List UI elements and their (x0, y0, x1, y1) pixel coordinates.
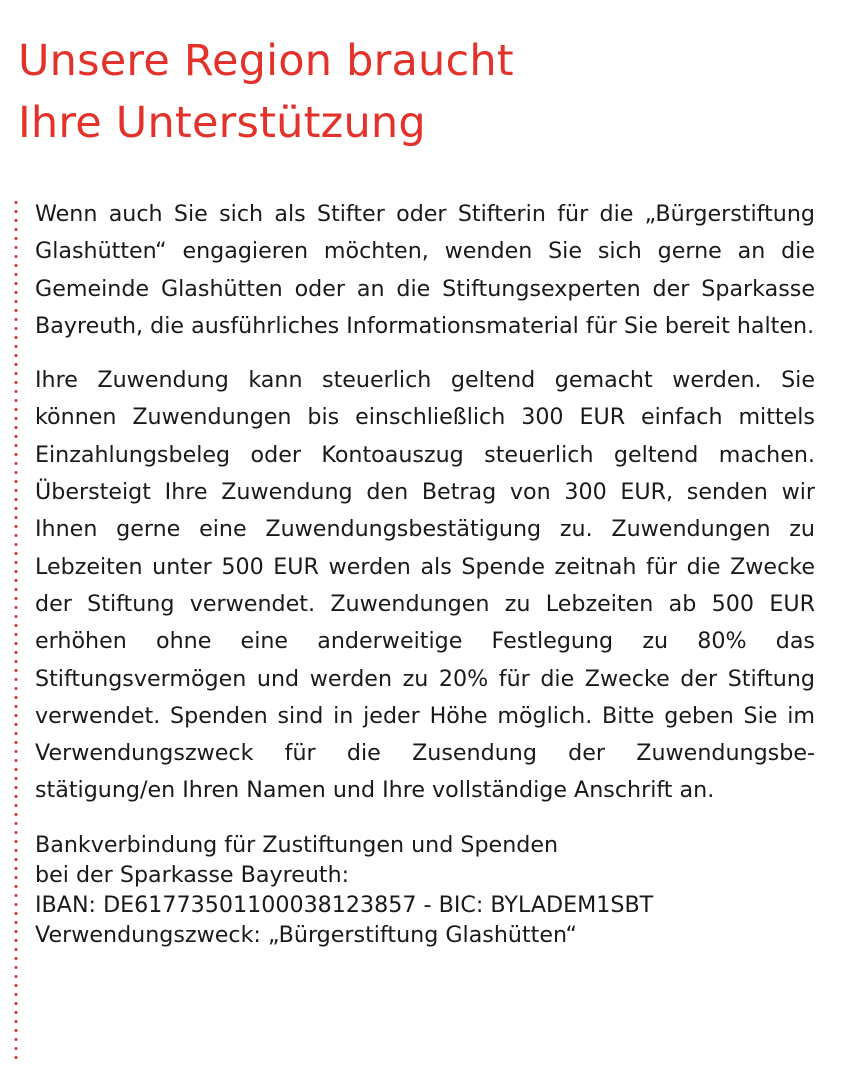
bank-line-iban-bic: IBAN: DE61773501100038123857 - BIC: BYLADEM1SBT (35, 891, 654, 918)
heading-line-1: Unsere Region braucht (18, 36, 514, 86)
bank-line-purpose: Verwendungszweck: „Bürgerstiftung Glashütten“ (35, 921, 577, 948)
bank-line-institution: bei der Sparkasse Bayreuth: (35, 861, 350, 888)
bank-line-heading: Bankverbindung für Zustiftungen und Spenden (35, 831, 559, 858)
paragraph-donor-contact: Wenn auch Sie sich als Stifter oder Stifterin für die „Bürgerstiftung Glashütten“ engagieren möchten, wenden Sie sich gerne an die Gemeinde Glashütten oder an die Stiftungsexperten der Sparkasse Bayreuth, die ausführliches Informationsmaterial für Sie bereit halten. (35, 201, 815, 339)
page-heading (18, 30, 514, 154)
dotted-accent-line (14, 198, 18, 1063)
bank-details (35, 830, 815, 950)
body-text (35, 196, 815, 950)
heading-line-2: Ihre Unterstützung (18, 98, 426, 148)
paragraph-tax-info: Ihre Zuwendung kann steuerlich geltend gemacht werden. Sie können Zuwendungen bis einschließlich 300 EUR einfach mittels Einzahlungsbeleg oder Kontoauszug steuerlich geltend machen. Übersteigt Ihre Zuwendung den Betrag von 300 EUR, senden wir Ihnen gerne eine Zuwendungsbestätigung zu. Zuwendungen zu Lebzeiten unter 500 EUR werden als Spende zeitnah für die Zwecke der Stiftung verwendet. Zuwendungen zu Lebzeiten ab 500 EUR erhöhen ohne eine anderweitige Festlegung zu 80% das Stiftungsvermögen und werden zu 20% für die Zwecke der Stiftung verwendet. Spenden sind in jeder Höhe möglich. Bitte geben Sie im Verwendungszweck für die Zusendung der Zuwendungsbestätigung/en Ihren Namen und Ihre vollständige Anschrift an. (35, 367, 815, 804)
